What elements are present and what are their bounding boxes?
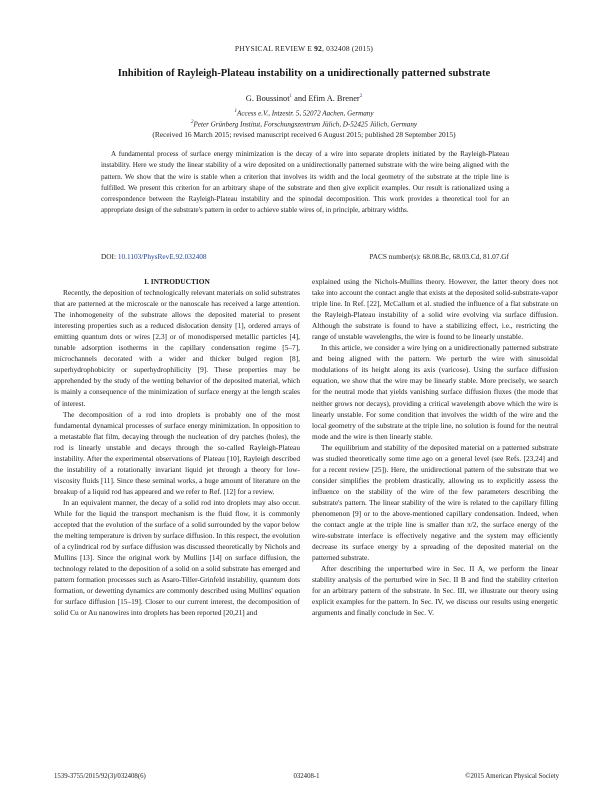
paper-title: Inhibition of Rayleigh-Plateau instability on a unidirectionally patterned substrate xyxy=(117,68,491,79)
left-column xyxy=(54,276,300,618)
paragraph: After describing the unperturbed wire in Sec. II A, we perform the linear stability analysis of the perturbed wire in Sec. II B and find the stability criterion for an arbitrary pattern of the substrate. In Sec. III, we illustrate our theory using explicit examples for the pattern. In Sec. IV, we discuss our results using energetic arguments and finally conclude in Sec. V. xyxy=(312,564,558,618)
footer-page-number: 032408-1 xyxy=(293,773,320,780)
doi-link[interactable]: 10.1103/PhysRevE.92.032408 xyxy=(117,252,207,261)
paragraph: In an equivalent manner, the decay of a solid rod into droplets may also occur. While for the liquid the transport mechanism is the fluid flow, it is commonly accepted that the evolution of the surface of a solid surrounded by the vapor below the melting temperature is driven by surface diffusion. In this respect, the evolution of a cylindrical rod by surface diffusion was discussed theoretically by Nichols and Mullins [13]. Since the original work by Mullins [14] on surface diffusion, the technology related to the deposition of a solid on a solid substrate has emerged and pattern formation processes such as Asaro-Tiller-Grinfeld instability, quantum dots formation, or dewetting dynamics are commonly described using Mullins' equation for surface diffusion [15–19]. Closer to our current interest, the decomposition of solid Cu or Au nanowires into droplets has been reported [20,21] and xyxy=(54,497,300,618)
journal-name: PHYSICAL REVIEW E xyxy=(234,44,313,53)
pacs-label: PACS number(s): xyxy=(369,252,421,261)
article-pages: 032408 (2015) xyxy=(326,44,374,53)
pacs-numbers: 68.08.Bc, 68.03.Cd, 81.07.Gf xyxy=(422,252,509,261)
author-joiner: and xyxy=(294,94,307,103)
affiliation-ref[interactable]: 2 xyxy=(359,94,363,100)
affiliation-ref[interactable]: 1 xyxy=(289,94,293,100)
affiliation xyxy=(40,117,568,130)
paragraph: The equilibrium and stability of the deposited material on a patterned substrate was studied theoretically some time ago on a general level (see Refs. [23,24] and for a recent review [25]). Here, the unidirectional pattern of the substrate that we consider simplifies the problem drastically, allowing us to explicitly assess the influence on the stability of the wire of the few parameters describing the substrate's pattern. The linear stability of the wire is related to the capillary filling phenomenon [9] or to the above-mentioned capillary condensation. Indeed, when the contact angle at the triple line is smaller than π/2, the surface energy of the wire-substrate interface is effectively negative and the system may efficiently decrease its surface energy by a spreading of the deposited material on the patterned substrate. xyxy=(312,442,558,563)
running-header: PHYSICAL REVIEW E 92, 032408 (2015) xyxy=(234,44,374,53)
affiliation-text: Access e.V., Intzestr. 5, 52072 Aachen, Germany xyxy=(237,109,374,118)
journal-volume: 92 xyxy=(314,44,322,53)
footer-issn: 1539-3755/2015/92(3)/032408(6) xyxy=(54,773,146,780)
affiliation-number: 1 xyxy=(234,109,238,114)
footer-copyright: ©2015 American Physical Society xyxy=(465,773,559,780)
doi-line xyxy=(101,252,207,261)
paragraph: explained using the Nichols-Mullins theory. However, the latter theory does not take into account the contact angle that exists at the deposited solid-substrate-vapor triple line. In Ref. [22], McCallum et al. studied the influence of a flat substrate on the Rayleigh-Plateau instability of a solid wire evolving via surface diffusion. Although the substrate is found to have a stabilizing effect, i.e., restricting the range of unstable wavelengths, the wire is found to be linearly unstable. xyxy=(312,277,558,342)
paragraph: The decomposition of a rod into droplets is probably one of the most fundamental dynamical processes of surface energy minimization. In opposition to a metastable flat film, decaying through the nucleation of dry patches (holes), the rod is linearly unstable and decays through the so-called Rayleigh-Plateau instability. After the experimental observations of Plateau [10], Rayleigh described the instability of a rotationally invariant liquid jet through a theory for low-viscosity fluids [11]. Since these seminal works, a huge amount of literature on the breakup of a liquid rod has appeared and we refer to Ref. [12] for a review. xyxy=(54,409,300,496)
pacs-line xyxy=(369,252,509,261)
right-column xyxy=(312,276,558,618)
publication-dates: (Received 16 March 2015; revised manuscript received 6 August 2015; published 28 September 2015) xyxy=(152,130,456,139)
abstract: A fundamental process of surface energy minimization is the decay of a wire into separate droplets initiated by the Rayleigh-Plateau instability. Here we study the linear stability of a wire deposited on a unidirectionally patterned substrate with the wire being aligned with the pattern. We show that the wire is stable when a criterion that involves its width and the local geometry of the substrate at the triple line is fulfilled. We present this criterion for an arbitrary shape of the substrate and then give explicit examples. Our result is rationalized using a correspondence between the Rayleigh-Plateau instability and the spinodal decomposition. This work provides a theoretical tool for an appropriate design of the substrate's pattern in order to achieve stable wires of, in principle, arbitrary widths. xyxy=(101,150,509,215)
doi-label: DOI: xyxy=(101,252,116,261)
author-name: Efim A. Brener xyxy=(308,94,360,103)
paragraph: In this article, we consider a wire lying on a unidirectionally patterned substrate and being aligned with the pattern. We perturb the wire with sinusoidal modulations of its height along its axis (varicose). Using the surface diffusion equation, we show that the wire may be linearly stable. More precisely, we search for the neutral mode that yields vanishing surface diffusion fluxes (the mode that neither grows nor decays), providing a critical wavelength above which the wire is linearly unstable. For some condition that involves the width of the wire and the local geometry of the substrate at the triple line, no solution is found for the neutral mode and the wire is then linearly stable. xyxy=(312,343,558,441)
section-heading: I. INTRODUCTION xyxy=(144,277,210,286)
paragraph: Recently, the deposition of technologically relevant materials on solid substrates that are patterned at the microscale or the nanoscale has received a large attention. The inhomogeneity of the substrate allows the deposited material to present interesting properties such as a reduced dislocation density [1], ordered arrays of emitting quantum dots or wires [2,3] or of monodispersed metallic particles [4], tunable adsorption isotherms in the capillary condensation regime [5–7], microchannels decorated with a wider and thicker bulged region [8], superhydrophobicity or superhydrophilicity [9]. These properties may be apprehended by the study of the wetting behavior of the deposited material, which is mainly a consequence of the minimization of surface energy at the length scales of interest. xyxy=(54,288,300,408)
affiliation-text: Peter Grünberg Institut, Forschungszentrum Jülich, D-52425 Jülich, Germany xyxy=(193,120,418,129)
affiliation-number: 2 xyxy=(190,120,194,125)
author-list xyxy=(40,94,568,103)
author-name: G. Boussinot xyxy=(245,94,290,103)
